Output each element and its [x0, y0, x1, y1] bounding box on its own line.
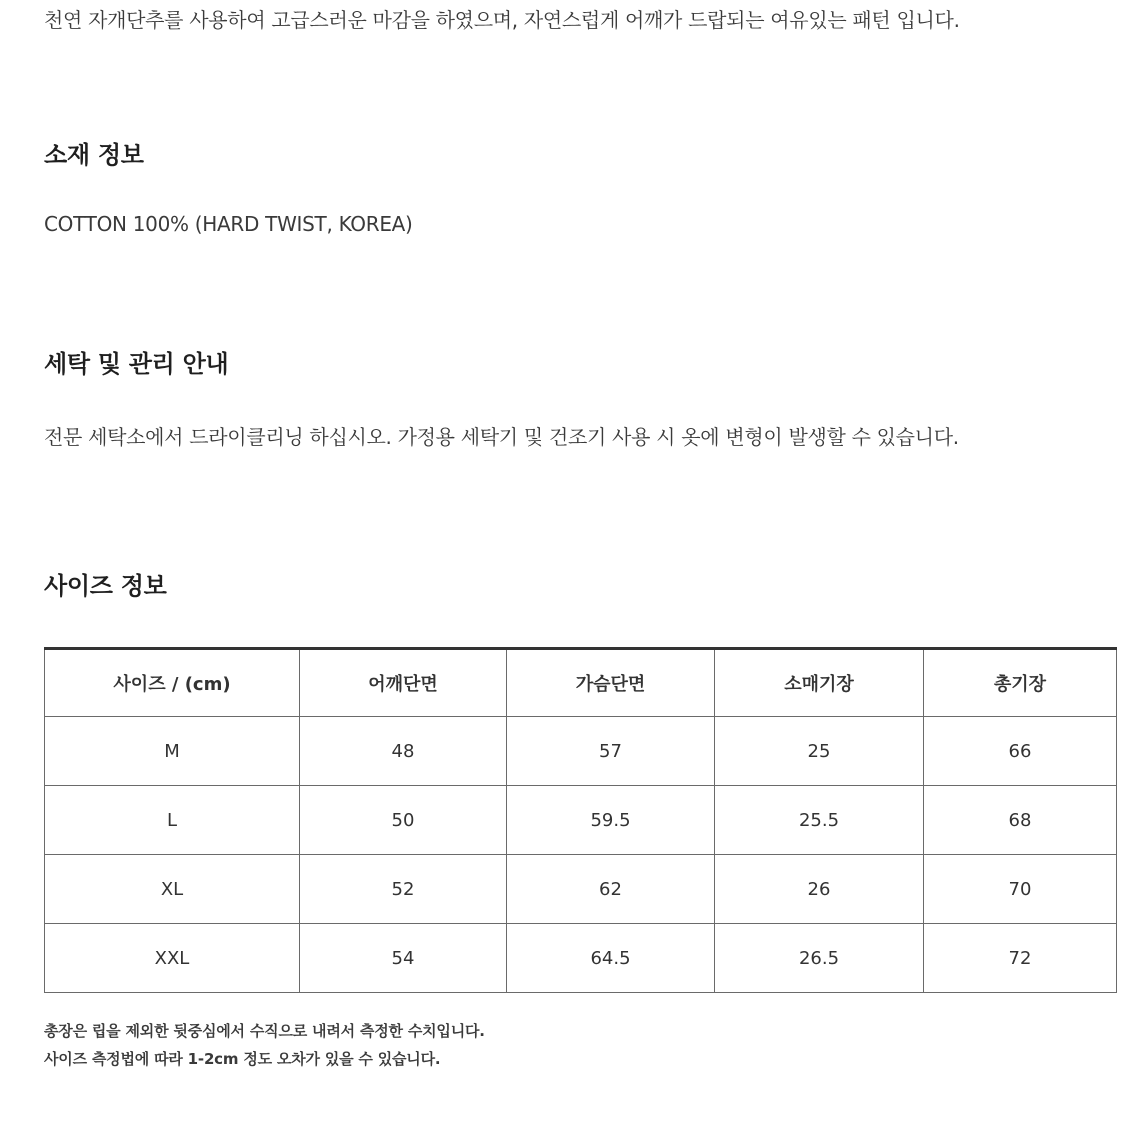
header-shoulder: 어깨단면	[300, 649, 507, 717]
table-row	[45, 786, 1117, 855]
cell-sleeve: 25.5	[715, 786, 924, 855]
cell-sleeve: 26	[715, 855, 924, 924]
cell-size: XXL	[45, 924, 300, 993]
header-chest: 가슴단면	[507, 649, 715, 717]
cell-chest: 64.5	[507, 924, 715, 993]
cell-length: 72	[924, 924, 1117, 993]
cell-size: XL	[45, 855, 300, 924]
size-heading: 사이즈 정보	[44, 572, 167, 600]
cell-shoulder: 48	[300, 717, 507, 786]
care-heading: 세탁 및 관리 안내	[44, 350, 229, 378]
cell-shoulder: 54	[300, 924, 507, 993]
cell-chest: 59.5	[507, 786, 715, 855]
cell-length: 70	[924, 855, 1117, 924]
cell-chest: 62	[507, 855, 715, 924]
cell-sleeve: 25	[715, 717, 924, 786]
material-heading: 소재 정보	[44, 141, 144, 169]
intro-text: 천연 자개단추를 사용하여 고급스러운 마감을 하였으며, 자연스럽게 어깨가 드랍되는 여유있는 패턴 입니다.	[44, 8, 960, 32]
table-row	[45, 924, 1117, 993]
cell-chest: 57	[507, 717, 715, 786]
cell-length: 66	[924, 717, 1117, 786]
cell-length: 68	[924, 786, 1117, 855]
material-text: COTTON 100% (HARD TWIST, KOREA)	[44, 212, 413, 236]
cell-shoulder: 52	[300, 855, 507, 924]
size-note-1: 총장은 립을 제외한 뒷중심에서 수직으로 내려서 측정한 수치입니다.	[44, 1022, 485, 1040]
cell-sleeve: 26.5	[715, 924, 924, 993]
cell-size: M	[45, 717, 300, 786]
size-table	[44, 647, 1117, 993]
header-sleeve: 소매기장	[715, 649, 924, 717]
cell-size: L	[45, 786, 300, 855]
care-text: 전문 세탁소에서 드라이클리닝 하십시오. 가정용 세탁기 및 건조기 사용 시 옷에 변형이 발생할 수 있습니다.	[44, 425, 959, 449]
table-row	[45, 855, 1117, 924]
table-header-row	[45, 649, 1117, 717]
size-note-2: 사이즈 측정법에 따라 1-2cm 정도 오차가 있을 수 있습니다.	[44, 1050, 441, 1068]
table-row	[45, 717, 1117, 786]
cell-shoulder: 50	[300, 786, 507, 855]
header-size: 사이즈 / (cm)	[45, 649, 300, 717]
header-length: 총기장	[924, 649, 1117, 717]
